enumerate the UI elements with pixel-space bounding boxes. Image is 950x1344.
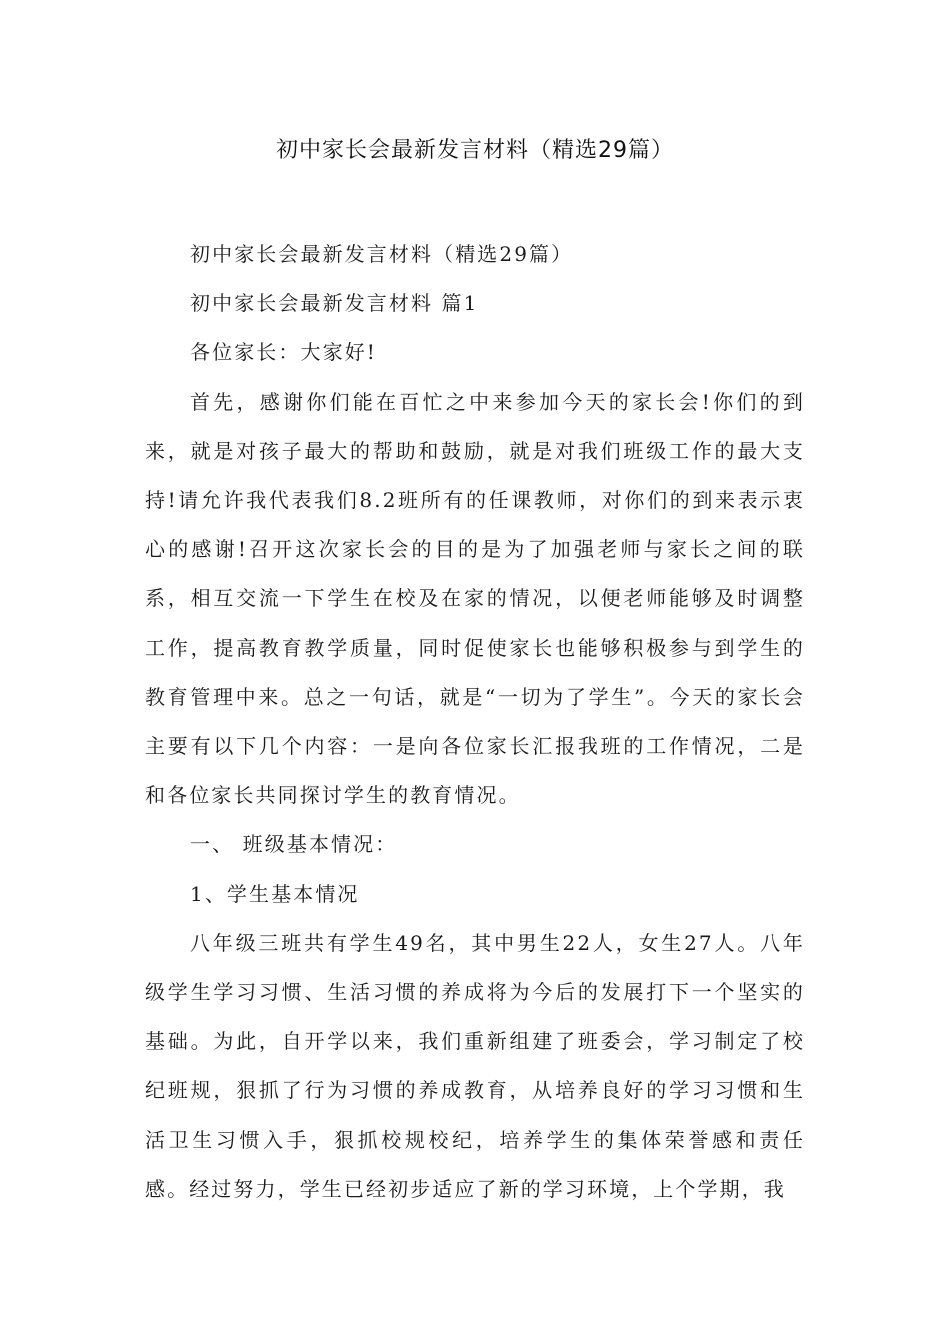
paragraph-opening: 首先，感谢你们能在百忙之中来参加今天的家长会!你们的到来，就是对孩子最大的帮助和鼓励，就是对我们班级工作的最大支持!请允许我代表我们8.2班所有的任课教师，对你们的到来表示衷心的感谢!召开这次家长会的目的是为了加强老师与家长之间的联系，相互交流一下学生在校及在家的情况，以便老师能够及时调整工作，提高教育教学质量，同时促使家长也能够积极参与到学生的教育管理中来。总之一句话，就是“一切为了学生”。今天的家长会主要有以下几个内容：一是向各位家长汇报我班的工作情况，二是和各位家长共同探讨学生的教育情况。 (145, 389, 805, 808)
paragraph-heading-student-info: 1、学生基本情况 (190, 881, 360, 906)
paragraph-student-info: 八年级三班共有学生49名，其中男生22人，女生27人。八年级学生学习习惯、生活习惯的养成将为今后的发展打下一个坚实的基础。为此，自开学以来，我们重新组建了班委会，学习制定了校纪班规，狠抓了行为习惯的养成教育，从培养良好的学习习惯和生活卫生习惯入手，狠抓校规校纪，培养学生的集体荣誉感和责任感。经过努力，学生已经初步适应了新的学习环境，上个学期，我 (145, 930, 805, 1201)
document-body (145, 230, 805, 1214)
paragraph-section-heading: 初中家长会最新发言材料 篇1 (190, 291, 479, 316)
paragraph-greeting: 各位家长：大家好! (190, 340, 377, 365)
document-title: 初中家长会最新发言材料（精选29篇） (276, 138, 674, 163)
paragraph-heading-class-info: 一、 班级基本情况： (190, 832, 398, 857)
paragraph-intro-title: 初中家长会最新发言材料（精选29篇） (190, 242, 574, 266)
